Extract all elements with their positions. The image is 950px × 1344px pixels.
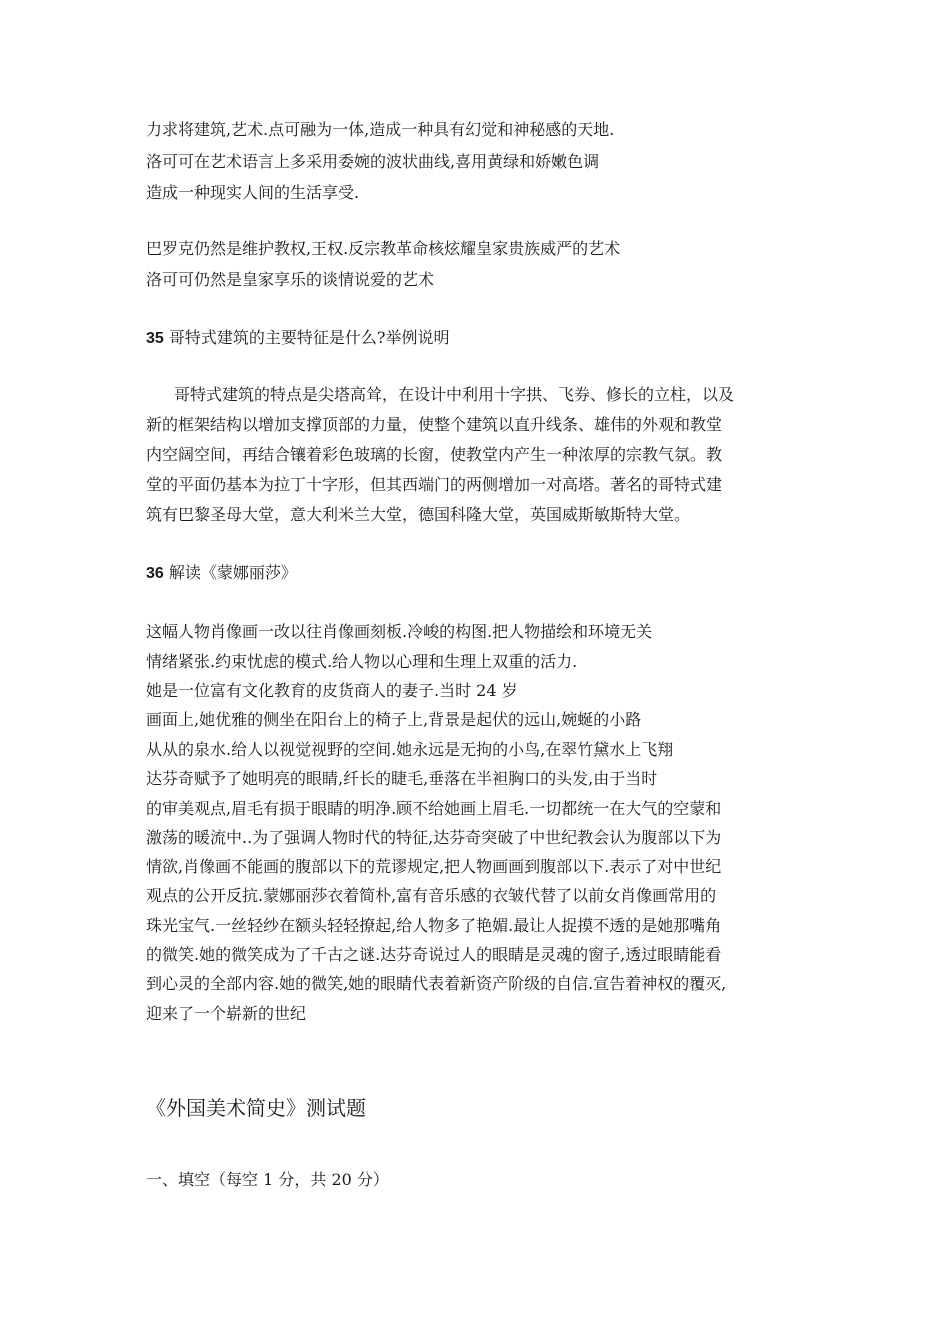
- question-35-heading: [146, 328, 449, 349]
- answer-line: 到心灵的全部内容.她的微笑,她的眼睛代表着新资产阶级的自信.宣告着神权的覆灭,: [146, 974, 727, 993]
- paragraph-line: 巴罗克仍然是维护教权,王权.反宗教革命核炫耀皇家贵族威严的艺术: [146, 239, 621, 258]
- section-heading: 一、填空（每空 1 分，共 20 分）: [146, 1170, 389, 1189]
- answer-line: 她是一位富有文化教育的皮货商人的妻子.当时 24 岁: [146, 681, 518, 700]
- answer-line: 的审美观点,眉毛有损于眼睛的明净.顾不给她画上眉毛.一切都统一在大气的空蒙和: [146, 799, 722, 818]
- answer-line: 新的框架结构以增加支撑顶部的力量，使整个建筑以直升线条、雄伟的外观和教堂: [146, 415, 723, 434]
- answer-line: 珠光宝气.一丝轻纱在额头轻轻撩起,给人物多了艳媚.最让人捉摸不透的是她那嘴角: [146, 916, 722, 935]
- answer-line: 情绪紧张.约束忧虑的模式.给人物以心理和生理上双重的活力.: [146, 652, 578, 671]
- paragraph-line: 力求将建筑,艺术.点可融为一体,造成一种具有幻觉和神秘感的天地.: [146, 120, 615, 139]
- answer-line: 的微笑.她的微笑成为了千古之谜.达芬奇说过人的眼睛是灵魂的窗子,透过眼睛能看: [146, 945, 722, 964]
- answer-line: 画面上,她优雅的侧坐在阳台上的椅子上,背景是起伏的远山,婉蜒的小路: [146, 710, 642, 729]
- paragraph-line: 洛可可在艺术语言上多采用委婉的波状曲线,喜用黄绿和娇嫩色调: [146, 152, 600, 171]
- answer-line: 激荡的暖流中..为了强调人物时代的特征,达芬奇突破了中世纪教会认为腹部以下为: [146, 828, 722, 847]
- paragraph-line: 造成一种现实人间的生活享受.: [146, 183, 360, 202]
- question-text: 解读《蒙娜丽莎》: [168, 563, 297, 582]
- question-36-heading: [146, 563, 297, 584]
- answer-line: 从从的泉水.给人以视觉视野的空间.她永远是无拘的小鸟,在翠竹黛水上飞翔: [146, 740, 674, 759]
- paragraph-line: 洛可可仍然是皇家享乐的谈情说爱的艺术: [146, 270, 435, 289]
- answer-line: 情欲,肖像画不能画的腹部以下的荒谬规定,把人物画画到腹部以下.表示了对中世纪: [146, 857, 722, 876]
- answer-line: 迎来了一个崭新的世纪: [146, 1004, 307, 1023]
- answer-line: 哥特式建筑的特点是尖塔高耸，在设计中利用十字拱、飞券、修长的立柱，以及: [174, 385, 735, 404]
- question-number: 36: [146, 565, 164, 582]
- answer-line: 筑有巴黎圣母大堂，意大利米兰大堂，德国科隆大堂，英国威斯敏斯特大堂。: [146, 505, 691, 524]
- answer-line: 堂的平面仍基本为拉丁十字形，但其西端门的两侧增加一对高塔。著名的哥特式建: [146, 475, 723, 494]
- answer-line: 内空阔空间，再结合镶着彩色玻璃的长窗，使教堂内产生一种浓厚的宗教气氛。教: [146, 445, 723, 464]
- question-number: 35: [146, 330, 164, 347]
- answer-line: 这幅人物肖像画一改以往肖像画刻板.冷峻的构图.把人物描绘和环境无关: [146, 622, 653, 641]
- question-text: 哥特式建筑的主要特征是什么?举例说明: [168, 328, 450, 347]
- test-title: 《外国美术简史》测试题: [146, 1096, 366, 1120]
- answer-line: 达芬奇赋予了她明亮的眼睛,纤长的睫毛,垂落在半袒胸口的头发,由于当时: [146, 769, 658, 788]
- answer-line: 观点的公开反抗.蒙娜丽莎衣着简朴,富有音乐感的衣皱代替了以前女肖像画常用的: [146, 886, 717, 905]
